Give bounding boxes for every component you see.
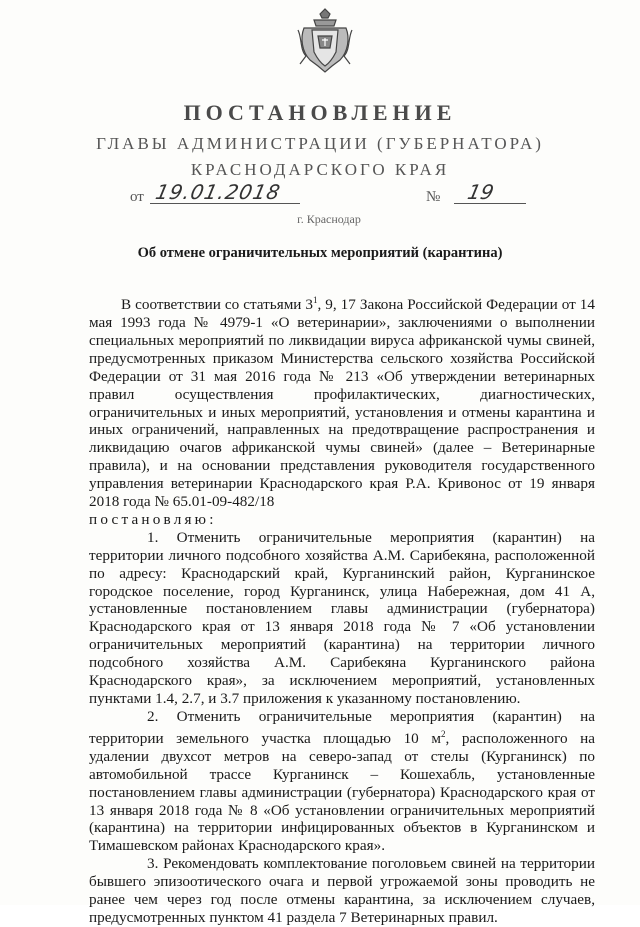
intro-text-b: , 9, 17 Закона Российской Федерации от 14 мая 1993 года № 4979-1 «О ветеринарии», заключениями о выполнении специальных мероприятий по ликвидации вируса африканской чумы свиней, предусмотренных приказом Министерства сельского хозяйства Российской Федерации от 31 мая 2016 года № 213 «Об утверждении ветеринарных правил осуществления профилактических, диагностических, ограничительных и иных мероприятий, установления и отмены карантина и иных ограничений, направленных на предотвращение распространения и ликвидацию очагов африканской чумы свиней» (далее – Ветеринарные правила), и на основании представления руководителя государственного управления ветеринарии Краснодарского края Р.А. Кривонос от 19 января 2018 года № 65.01-09-482/18 bbox=[89, 296, 595, 511]
item-1-paragraph: 1. Отменить ограничительные мероприятия (карантин) на территории личного подсобного хозяйства А.М. Сарибекяна, расположенной по адресу: Краснодарский край, Курганинский район, Курганинское городское поселение, город Курганинск, улица Набережная, дом 41 А, установленные постановлением главы администрации (губернатора) Краснодарского края от 13 января 2018 года № 7 «Об установлении ограничительных мероприятий (карантина) на территории личного подсобного хозяйства А.М. Сарибекяна Курганинского района Краснодарского края», за исключением мероприятий, установленных пунктами 1.4, 2.7, и 3.7 приложения к указанному постановлению. bbox=[89, 528, 595, 707]
date-number-row bbox=[130, 182, 550, 208]
item-2-paragraph bbox=[89, 708, 595, 855]
decree-word: постановляю: bbox=[89, 510, 217, 528]
city-label: г. Краснодар bbox=[297, 212, 361, 226]
document-type-heading: ПОСТАНОВЛЕНИЕ bbox=[183, 100, 457, 125]
intro-paragraph bbox=[89, 292, 595, 511]
region-heading: КРАСНОДАРСКОГО КРАЯ bbox=[190, 160, 450, 179]
item-2-superscript: 2 bbox=[440, 728, 446, 739]
decree-paragraph bbox=[89, 511, 595, 529]
item-2-text-a: 2. Отменить ограничительные мероприятия (карантин) на территории земельного участка площадью 10 м bbox=[89, 707, 595, 747]
date-prefix: от bbox=[130, 189, 144, 205]
handwritten-date: 19.01.2018 bbox=[153, 180, 284, 204]
document-title: Об отмене ограничительных мероприятий (карантина) bbox=[137, 245, 503, 261]
handwritten-number: 19 bbox=[465, 180, 497, 204]
number-prefix: № bbox=[426, 189, 441, 205]
issuer-heading: ГЛАВЫ АДМИНИСТРАЦИИ (ГУБЕРНАТОРА) bbox=[96, 134, 544, 153]
document-body bbox=[89, 292, 595, 927]
intro-text-a: В соответствии со статьями 3 bbox=[121, 296, 314, 314]
item-3-paragraph: 3. Рекомендовать комплектование поголовьем свиней на территории бывшего эпизоотического очага и первой угрожаемой зоны проводить не ранее чем через год после отмены карантина, за исключением случаев, предусмотренных пунктом 41 раздела 7 Ветеринарных правил. bbox=[89, 855, 595, 926]
item-2-text-b: , расположенного на удалении двухсот метров на северо-запад от стелы (Курганинск) по автомобильной трассе Курганинск – Кошехабль, установленные постановлением главы администрации (губернатора) Краснодарского края от 13 января 2018 года № 8 «Об установлении ограничительных мероприятий (карантина) на территории инфицированных объектов в Курганинском и Тимашевском районах Краснодарского края». bbox=[89, 729, 595, 855]
intro-superscript: 1 bbox=[313, 295, 318, 305]
coat-of-arms-emblem bbox=[296, 8, 354, 74]
